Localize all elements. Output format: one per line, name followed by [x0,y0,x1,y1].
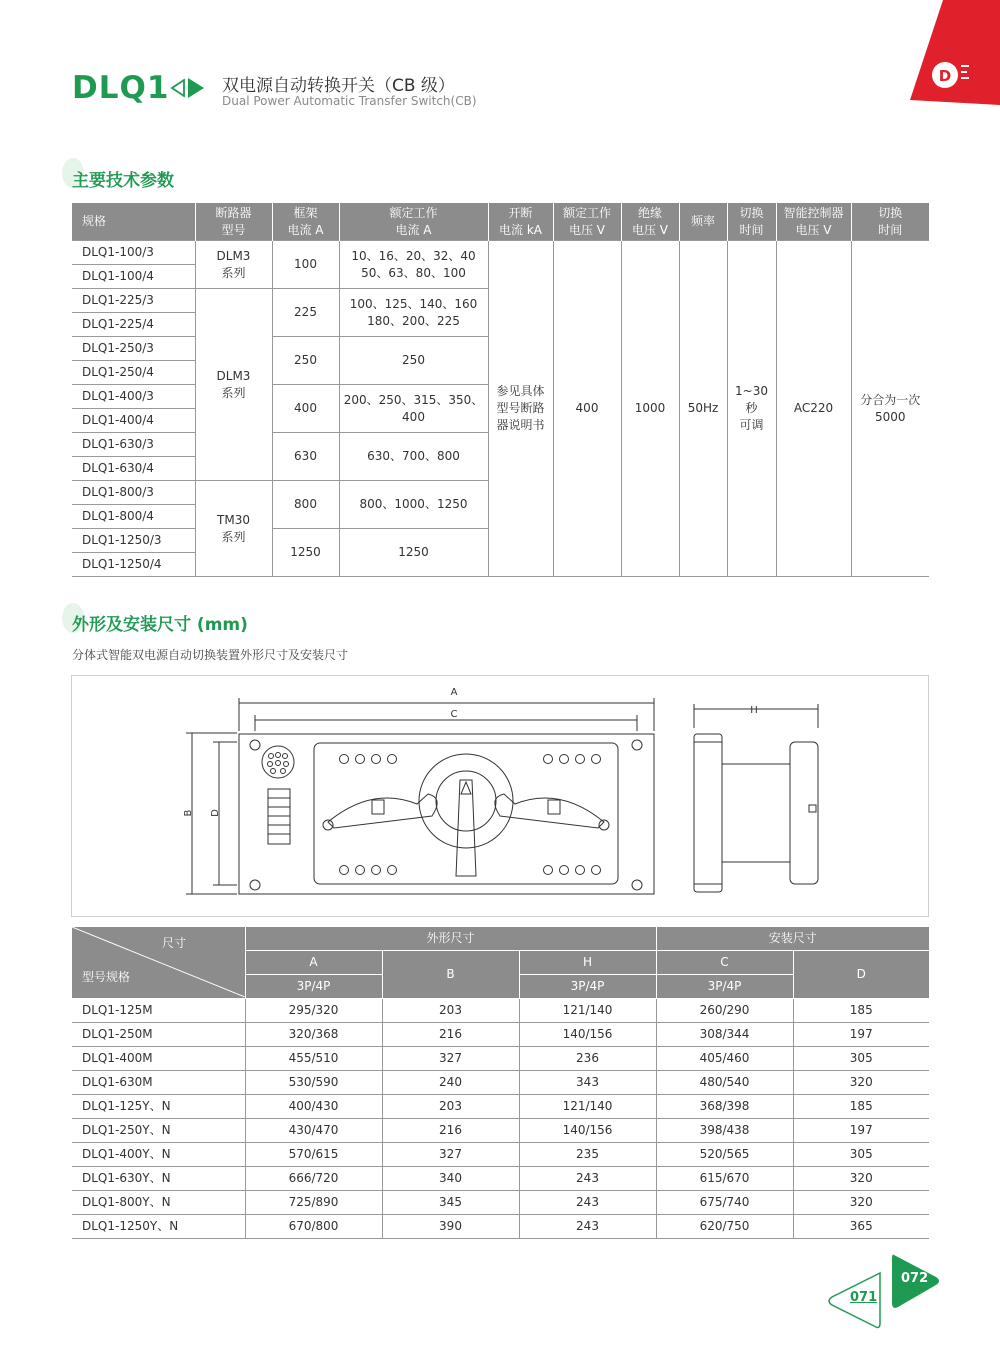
model-cell: DLQ1-125Y、N [72,1095,245,1119]
dimension-cell: 140/156 [519,1023,656,1047]
corner-header: 尺寸 型号规格 [72,927,245,999]
dimensions-table [72,927,929,1239]
dimension-cell: 320/368 [245,1023,382,1047]
page-number-left: 071 [850,1290,878,1305]
rated-current-cell: 630、700、800 [339,433,488,481]
rated-current-cell: 1250 [339,529,488,577]
dim-label-h: H [750,705,758,716]
page-number-right: 072 [901,1271,929,1286]
table-row [72,1071,929,1095]
dimension-cell: 185 [793,1095,929,1119]
frame-cell: 1250 [272,529,339,577]
col-header: 绝缘 电压 V [621,203,679,241]
dimension-cell: 530/590 [245,1071,382,1095]
dim-label-c: C [450,709,458,720]
table-row [72,999,929,1023]
page-title-en: Dual Power Automatic Transfer Switch(CB) [222,94,477,108]
frame-cell: 250 [272,337,339,385]
model-cell: DLQ1-800/3 [72,481,195,505]
model-cell: DLQ1-800/4 [72,505,195,529]
dimension-cell: 216 [382,1023,519,1047]
dimension-cell: 308/344 [656,1023,793,1047]
frame-cell: 630 [272,433,339,481]
dimension-cell: 390 [382,1215,519,1239]
rated-current-cell: 100、125、140、160 180、200、225 [339,289,488,337]
model-cell: DLQ1-400/3 [72,385,195,409]
breaking-cell: 参见具体 型号断路 器说明书 [488,241,553,577]
rated-current-cell: 800、1000、1250 [339,481,488,529]
dimension-drawing [72,676,927,914]
group-header-install: 安装尺寸 [656,927,929,951]
dimension-cell: 430/470 [245,1119,382,1143]
col-header: 切换 时间 [851,203,929,241]
dimension-cell: 240 [382,1071,519,1095]
table-row [72,1095,929,1119]
table-row [72,1215,929,1239]
dimension-cell: 570/615 [245,1143,382,1167]
dimension-cell: 620/750 [656,1215,793,1239]
col-header: 额定工作 电压 V [553,203,621,241]
model-cell: DLQ1-630/3 [72,433,195,457]
model-cell: DLQ1-100/3 [72,241,195,265]
col-header: 规格 [72,203,195,241]
model-cell: DLQ1-630/4 [72,457,195,481]
dimension-cell: 398/438 [656,1119,793,1143]
controller-voltage-cell: AC220 [776,241,851,577]
voltage-cell: 400 [553,241,621,577]
table-row [72,1143,929,1167]
model-cell: DLQ1-400M [72,1047,245,1071]
dimension-cell: 343 [519,1071,656,1095]
insulation-cell: 1000 [621,241,679,577]
table-row [72,1119,929,1143]
dimension-cell: 400/430 [245,1095,382,1119]
dimension-cell: 197 [793,1023,929,1047]
dimension-cell: 405/460 [656,1047,793,1071]
dimension-cell: 368/398 [656,1095,793,1119]
dimension-cell: 243 [519,1215,656,1239]
dimension-cell: 140/156 [519,1119,656,1143]
table-row [72,1191,929,1215]
dimension-cell: 480/540 [656,1071,793,1095]
model-cell: DLQ1-1250/4 [72,553,195,577]
dimension-cell: 235 [519,1143,656,1167]
model-cell: DLQ1-1250Y、N [72,1215,245,1239]
dimension-cell: 216 [382,1119,519,1143]
col-header-a: A [245,951,382,975]
dimension-cell: 327 [382,1143,519,1167]
dimension-cell: 365 [793,1215,929,1239]
dim-label-a: A [450,687,458,698]
dimension-cell: 203 [382,999,519,1023]
dimension-cell: 185 [793,999,929,1023]
col-header-c: C [656,951,793,975]
dimension-cell: 455/510 [245,1047,382,1071]
col-header-h: H [519,951,656,975]
frequency-cell: 50Hz [679,241,727,577]
page-title: 双电源自动转换开关（CB 级） [222,76,455,96]
sub-header: 3P/4P [656,975,793,999]
dimension-cell: 305 [793,1047,929,1071]
dim-label-b: B [183,809,194,817]
col-header: 智能控制器 电压 V [776,203,851,241]
table-row [72,1167,929,1191]
dimension-cell: 670/800 [245,1215,382,1239]
col-header: 额定工作 电流 A [339,203,488,241]
cycles-cell: 分合为一次 5000 [851,241,929,577]
group-header-outer: 外形尺寸 [245,927,656,951]
dimension-cell: 320 [793,1167,929,1191]
table-row [72,1047,929,1071]
dim-label-d: D [210,809,221,817]
rated-current-cell: 10、16、20、32、40 50、63、80、100 [339,241,488,289]
sub-header: 3P/4P [245,975,382,999]
dimension-cell: 203 [382,1095,519,1119]
specs-table [72,203,929,577]
model-cell: DLQ1-250M [72,1023,245,1047]
rated-current-cell: 250 [339,337,488,385]
col-header-d: D [793,951,929,999]
model-cell: DLQ1-250/4 [72,361,195,385]
dimension-cell: 243 [519,1167,656,1191]
frame-cell: 400 [272,385,339,433]
breaker-cell: TM30 系列 [195,481,272,577]
arrow-icon [170,75,208,101]
dimension-cell: 340 [382,1167,519,1191]
corner-brand-badge [905,0,1000,105]
sub-header: 3P/4P [519,975,656,999]
col-header-b: B [382,951,519,999]
col-header: 断路器 型号 [195,203,272,241]
dimension-cell: 666/720 [245,1167,382,1191]
dimension-cell: 295/320 [245,999,382,1023]
specs-header-row [72,203,929,241]
svg-text:D: D [938,67,952,85]
table-row [72,241,929,265]
dimension-cell: 345 [382,1191,519,1215]
model-cell: DLQ1-125M [72,999,245,1023]
dimension-cell: 121/140 [519,1095,656,1119]
switch-time-cell: 1~30 秒 可调 [727,241,776,577]
dimension-cell: 615/670 [656,1167,793,1191]
frame-cell: 800 [272,481,339,529]
dimension-cell: 260/290 [656,999,793,1023]
section-title-dimensions: 外形及安装尺寸 (mm) [72,615,248,635]
dimension-cell: 320 [793,1191,929,1215]
diagram-subtitle: 分体式智能双电源自动切换装置外形尺寸及安装尺寸 [72,648,349,662]
dimension-cell: 675/740 [656,1191,793,1215]
model-cell: DLQ1-630Y、N [72,1167,245,1191]
dimension-cell: 305 [793,1143,929,1167]
model-cell: DLQ1-225/4 [72,313,195,337]
dimension-cell: 520/565 [656,1143,793,1167]
frame-cell: 100 [272,241,339,289]
frame-cell: 225 [272,289,339,337]
model-cell: DLQ1-100/4 [72,265,195,289]
col-header: 切换 时间 [727,203,776,241]
dimension-cell: 320 [793,1071,929,1095]
model-cell: DLQ1-800Y、N [72,1191,245,1215]
footer-decoration [640,1245,1000,1357]
model-cell: DLQ1-250Y、N [72,1119,245,1143]
breaker-cell: DLM3 系列 [195,241,272,289]
rated-current-cell: 200、250、315、350、 400 [339,385,488,433]
model-cell: DLQ1-225/3 [72,289,195,313]
model-cell: DLQ1-400Y、N [72,1143,245,1167]
model-cell: DLQ1-1250/3 [72,529,195,553]
col-header: 框架 电流 A [272,203,339,241]
table-row [72,1023,929,1047]
dimension-cell: 725/890 [245,1191,382,1215]
brand-logo-text: DLQ1 [72,70,170,106]
model-cell: DLQ1-400/4 [72,409,195,433]
col-header: 频率 [679,203,727,241]
section-title-specs: 主要技术参数 [72,171,174,191]
model-cell: DLQ1-630M [72,1071,245,1095]
model-cell: DLQ1-250/3 [72,337,195,361]
dimension-cell: 121/140 [519,999,656,1023]
breaker-cell: DLM3 系列 [195,289,272,481]
dimension-cell: 197 [793,1119,929,1143]
dimension-cell: 243 [519,1191,656,1215]
dimension-cell: 236 [519,1047,656,1071]
dims-header-row [72,927,929,951]
dimension-cell: 327 [382,1047,519,1071]
col-header: 开断 电流 kA [488,203,553,241]
